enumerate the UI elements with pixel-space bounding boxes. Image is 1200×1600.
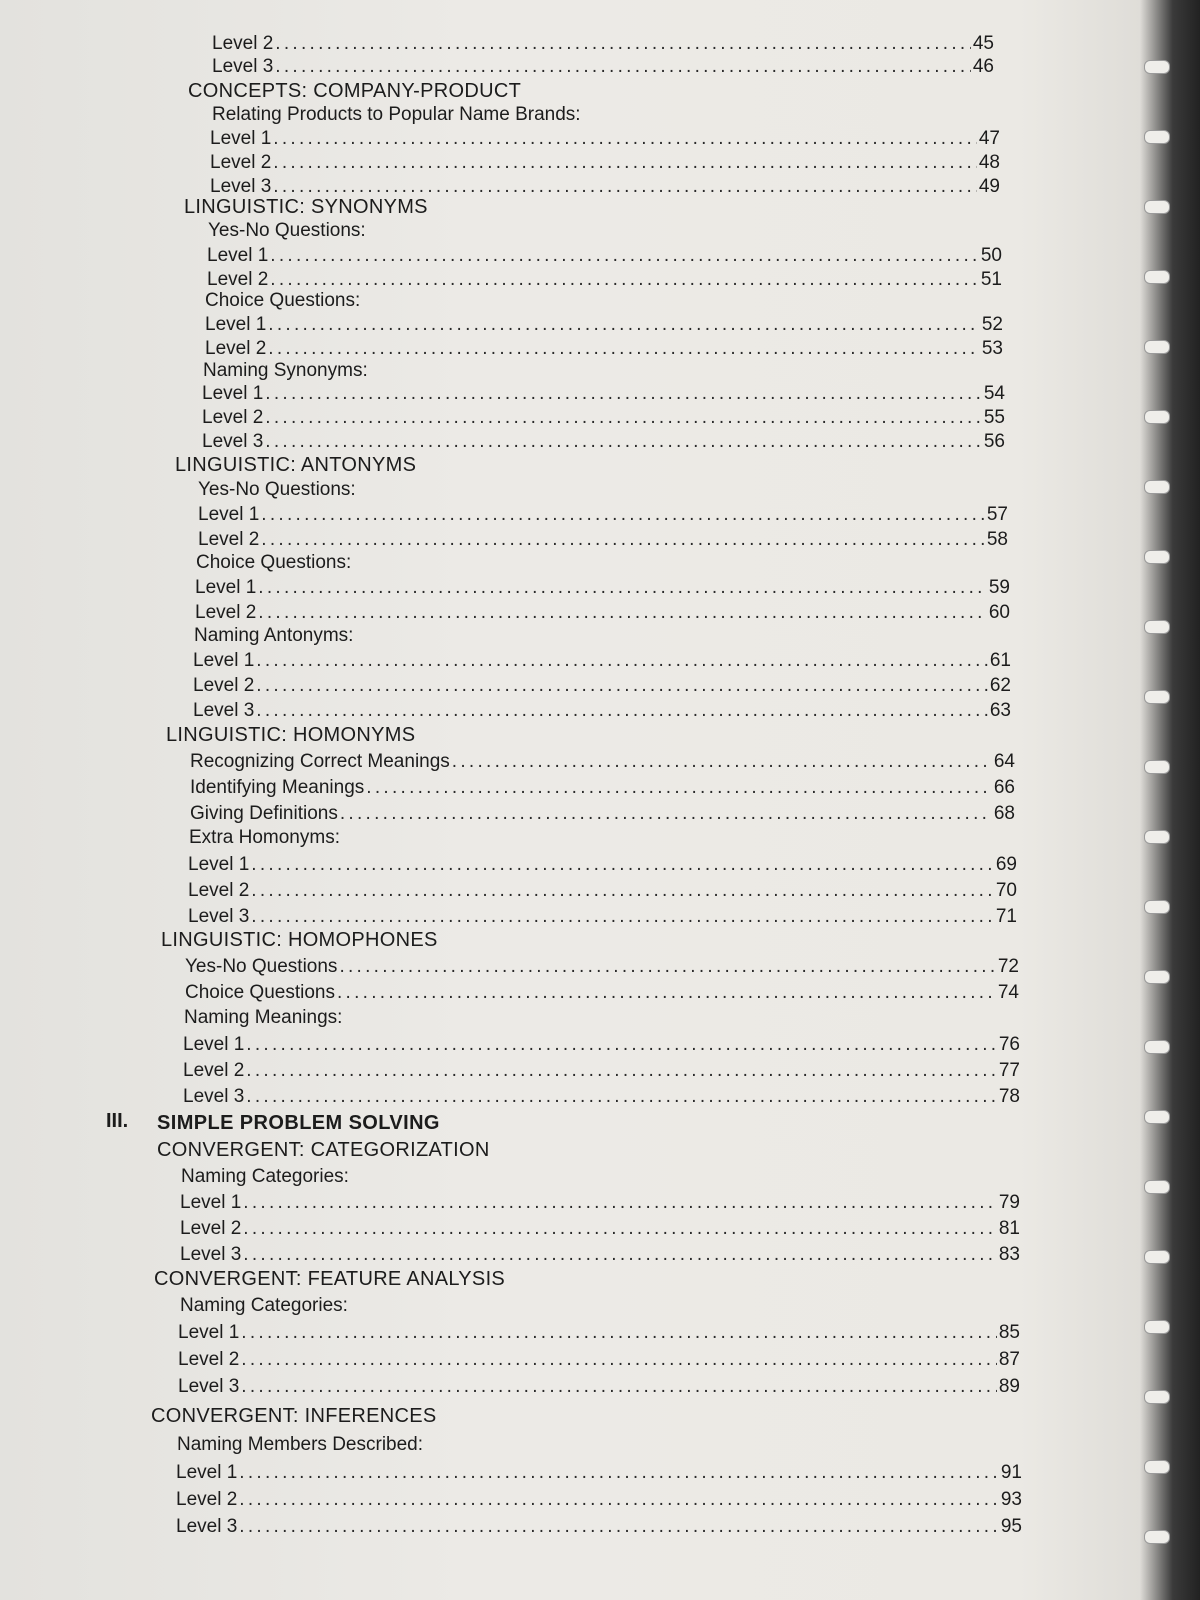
toc-entry-label: Level 3 (212, 56, 274, 77)
binding-hole (1144, 1180, 1170, 1194)
dot-leader (239, 1460, 999, 1486)
toc-entry-label: Level 1 (210, 128, 272, 149)
toc-entry-label: Giving Definitions (190, 803, 338, 824)
toc-entry (183, 1032, 1020, 1058)
binding-hole (1144, 1040, 1170, 1054)
toc-subheading: Yes-No Questions: (208, 220, 366, 241)
toc-subheading: Naming Antonyms: (194, 625, 354, 646)
toc-entry-page: 62 (989, 675, 1011, 696)
dot-leader (251, 852, 994, 878)
toc-entry (176, 1460, 1022, 1486)
toc-entry (176, 1487, 1022, 1513)
toc-entry-label: Level 1 (180, 1192, 242, 1213)
toc-entry-label: Level 3 (193, 700, 255, 721)
dot-leader (239, 1514, 999, 1540)
spiral-binding (1140, 0, 1200, 1600)
toc-subheading: Naming Meanings: (184, 1007, 343, 1028)
binding-hole (1144, 340, 1170, 354)
toc-subheading: Extra Homonyms: (189, 827, 340, 848)
toc-entry-label: Level 2 (178, 1349, 240, 1370)
toc-entry-label: Level 3 (178, 1376, 240, 1397)
dot-leader (243, 1242, 997, 1268)
binding-hole (1144, 760, 1170, 774)
toc-entry (193, 648, 1011, 674)
toc-subheading: Naming Members Described: (177, 1434, 424, 1455)
toc-entry-label: Recognizing Correct Meanings (190, 751, 450, 772)
dot-leader (256, 673, 988, 699)
toc-entry-label: Level 3 (180, 1244, 242, 1265)
toc-entry-label: Level 1 (193, 650, 255, 671)
toc-entry-label: Level 1 (176, 1462, 238, 1483)
toc-entry-page: 91 (1000, 1462, 1022, 1483)
toc-entry (180, 1216, 1020, 1242)
dot-leader (339, 954, 995, 980)
toc-entry-page: 85 (998, 1322, 1020, 1343)
dot-leader (251, 878, 994, 904)
toc-entry-page: 79 (998, 1192, 1020, 1213)
binding-hole (1144, 550, 1170, 564)
toc-entry-page: 64 (993, 751, 1015, 772)
toc-entry-label: Level 1 (188, 854, 250, 875)
dot-leader (265, 381, 982, 407)
dot-leader (340, 801, 992, 827)
toc-entry-label: Level 2 (210, 152, 272, 173)
toc-entry-label: Identifying Meanings (190, 777, 365, 798)
toc-entry-page: 59 (988, 577, 1010, 598)
toc-entry-page: 50 (980, 245, 1002, 266)
toc-entry-page: 53 (981, 338, 1003, 359)
toc-entry (195, 575, 1010, 601)
toc-entry (207, 243, 1002, 269)
toc-entry-page: 95 (1000, 1516, 1022, 1537)
toc-subheading: Yes-No Questions: (198, 479, 356, 500)
dot-leader (241, 1347, 997, 1373)
toc-entry (202, 405, 1005, 431)
toc-entry-label: Level 2 (205, 338, 267, 359)
toc-entry-label: Yes-No Questions (185, 956, 338, 977)
dot-leader (452, 749, 992, 775)
toc-entry-page: 77 (998, 1060, 1020, 1081)
toc-subheading: Choice Questions: (196, 552, 352, 573)
binding-hole (1144, 60, 1170, 74)
toc-entry-page: 45 (972, 33, 994, 54)
dot-leader (273, 126, 977, 152)
toc-entry-label: Level 2 (202, 407, 264, 428)
dot-leader (337, 980, 996, 1006)
toc-entry (210, 126, 1000, 152)
toc-heading: LINGUISTIC: SYNONYMS (184, 196, 428, 218)
toc-heading: LINGUISTIC: ANTONYMS (175, 454, 417, 476)
toc-entry (180, 1242, 1020, 1268)
toc-entry-page: 51 (980, 269, 1002, 290)
toc-entry-page: 69 (995, 854, 1017, 875)
binding-hole (1144, 690, 1170, 704)
toc-entry (190, 801, 1015, 827)
binding-hole (1144, 1320, 1170, 1334)
binding-hole (1144, 620, 1170, 634)
toc-entry-page: 78 (998, 1086, 1020, 1107)
toc-entry-label: Level 1 (198, 504, 260, 525)
dot-leader (258, 600, 987, 626)
toc-subheading: Naming Synonyms: (203, 360, 368, 381)
toc-entry-label: Level 2 (183, 1060, 245, 1081)
toc-entry-label: Level 3 (188, 906, 250, 927)
dot-leader (256, 698, 988, 724)
toc-entry-page: 48 (978, 152, 1000, 173)
dot-leader (270, 267, 979, 293)
toc-heading: CONVERGENT: FEATURE ANALYSIS (154, 1268, 506, 1290)
toc-subheading: Relating Products to Popular Name Brands: (212, 104, 581, 125)
toc-entry (176, 1514, 1022, 1540)
binding-hole (1144, 1390, 1170, 1404)
toc-entry-page: 72 (997, 956, 1019, 977)
toc-heading: LINGUISTIC: HOMONYMS (166, 724, 416, 746)
toc-entry-page: 83 (998, 1244, 1020, 1265)
toc-entry-page: 68 (993, 803, 1015, 824)
toc-entry (180, 1190, 1020, 1216)
binding-hole (1144, 1530, 1170, 1544)
toc-entry-label: Level 2 (198, 529, 260, 550)
toc-entry (183, 1084, 1020, 1110)
dot-leader (261, 527, 985, 553)
section-numeral: III. (106, 1110, 129, 1132)
toc-entry (178, 1347, 1020, 1373)
toc-entry-page: 52 (981, 314, 1003, 335)
binding-hole (1144, 900, 1170, 914)
toc-entry-page: 55 (983, 407, 1005, 428)
toc-entry (188, 852, 1017, 878)
toc-entry (212, 54, 994, 80)
toc-entry-label: Level 2 (193, 675, 255, 696)
binding-hole (1144, 130, 1170, 144)
dot-leader (246, 1032, 997, 1058)
toc-entry (193, 673, 1011, 699)
toc-entry-page: 81 (998, 1218, 1020, 1239)
toc-entry (205, 312, 1003, 338)
dot-leader (265, 405, 982, 431)
toc-heading: LINGUISTIC: HOMOPHONES (161, 929, 438, 951)
toc-entry-label: Level 1 (205, 314, 267, 335)
dot-leader (239, 1487, 999, 1513)
toc-entry-page: 89 (998, 1376, 1020, 1397)
toc-entry-label: Level 1 (183, 1034, 245, 1055)
binding-hole (1144, 830, 1170, 844)
dot-leader (268, 312, 980, 338)
toc-entry (185, 954, 1019, 980)
toc-entry (178, 1374, 1020, 1400)
toc-heading: CONCEPTS: COMPANY-PRODUCT (188, 80, 522, 102)
binding-hole (1144, 270, 1170, 284)
toc-entry-page: 63 (989, 700, 1011, 721)
binding-hole (1144, 1250, 1170, 1264)
toc-entry-label: Level 2 (212, 33, 274, 54)
toc-entry-page: 61 (989, 650, 1011, 671)
toc-entry-label: Level 2 (188, 880, 250, 901)
toc-entry (202, 381, 1005, 407)
toc-entry-page: 54 (983, 383, 1005, 404)
binding-hole (1144, 200, 1170, 214)
binding-hole (1144, 480, 1170, 494)
dot-leader (268, 336, 980, 362)
dot-leader (273, 150, 977, 176)
toc-entry-page: 46 (972, 56, 994, 77)
dot-leader (256, 648, 988, 674)
dot-leader (270, 243, 979, 269)
toc-entry-label: Level 3 (183, 1086, 245, 1107)
toc-entry-label: Level 1 (195, 577, 257, 598)
toc-entry-label: Level 2 (176, 1489, 238, 1510)
dot-leader (243, 1216, 997, 1242)
dot-leader (366, 775, 992, 801)
dot-leader (275, 54, 971, 80)
toc-entry-page: 66 (993, 777, 1015, 798)
toc-entry-label: Level 2 (207, 269, 269, 290)
toc-entry-page: 70 (995, 880, 1017, 901)
toc-entry-label: Level 2 (180, 1218, 242, 1239)
binding-hole (1144, 970, 1170, 984)
dot-leader (258, 575, 987, 601)
toc-entry (178, 1320, 1020, 1346)
toc-entry (193, 698, 1011, 724)
toc-heading: CONVERGENT: INFERENCES (151, 1405, 437, 1427)
toc-entry-page: 60 (988, 602, 1010, 623)
dot-leader (246, 1058, 997, 1084)
toc-entry-label: Level 1 (202, 383, 264, 404)
toc-entry-label: Level 1 (178, 1322, 240, 1343)
toc-subheading: Naming Categories: (181, 1166, 349, 1187)
toc-entry-page: 58 (986, 529, 1008, 550)
toc-subheading: Choice Questions: (205, 290, 361, 311)
toc-entry-page: 76 (998, 1034, 1020, 1055)
toc-entry (190, 749, 1015, 775)
toc-entry (188, 878, 1017, 904)
section-title: SIMPLE PROBLEM SOLVING (157, 1112, 440, 1134)
toc-entry-page: 49 (978, 176, 1000, 197)
toc-entry-label: Level 1 (207, 245, 269, 266)
dot-leader (261, 502, 985, 528)
toc-subheading: Naming Categories: (180, 1295, 348, 1316)
toc-entry-page: 74 (997, 982, 1019, 1003)
toc-entry (210, 150, 1000, 176)
toc-entry-page: 57 (986, 504, 1008, 525)
dot-leader (241, 1374, 997, 1400)
toc-heading: CONVERGENT: CATEGORIZATION (157, 1139, 490, 1161)
dot-leader (243, 1190, 997, 1216)
binding-hole (1144, 1110, 1170, 1124)
toc-entry (183, 1058, 1020, 1084)
dot-leader (246, 1084, 997, 1110)
toc-entry-label: Level 3 (202, 431, 264, 452)
toc-entry-label: Level 3 (210, 176, 272, 197)
toc-entry-page: 87 (998, 1349, 1020, 1370)
toc-entry-page: 47 (978, 128, 1000, 149)
toc-entry-page: 93 (1000, 1489, 1022, 1510)
dot-leader (241, 1320, 997, 1346)
toc-entry (190, 775, 1015, 801)
toc-entry (185, 980, 1019, 1006)
toc-entry-label: Level 3 (176, 1516, 238, 1537)
toc-entry-label: Choice Questions (185, 982, 335, 1003)
toc-entry (198, 502, 1008, 528)
binding-hole (1144, 410, 1170, 424)
toc-entry-label: Level 2 (195, 602, 257, 623)
toc-entry-page: 71 (995, 906, 1017, 927)
binding-hole (1144, 1460, 1170, 1474)
toc-entry-page: 56 (983, 431, 1005, 452)
